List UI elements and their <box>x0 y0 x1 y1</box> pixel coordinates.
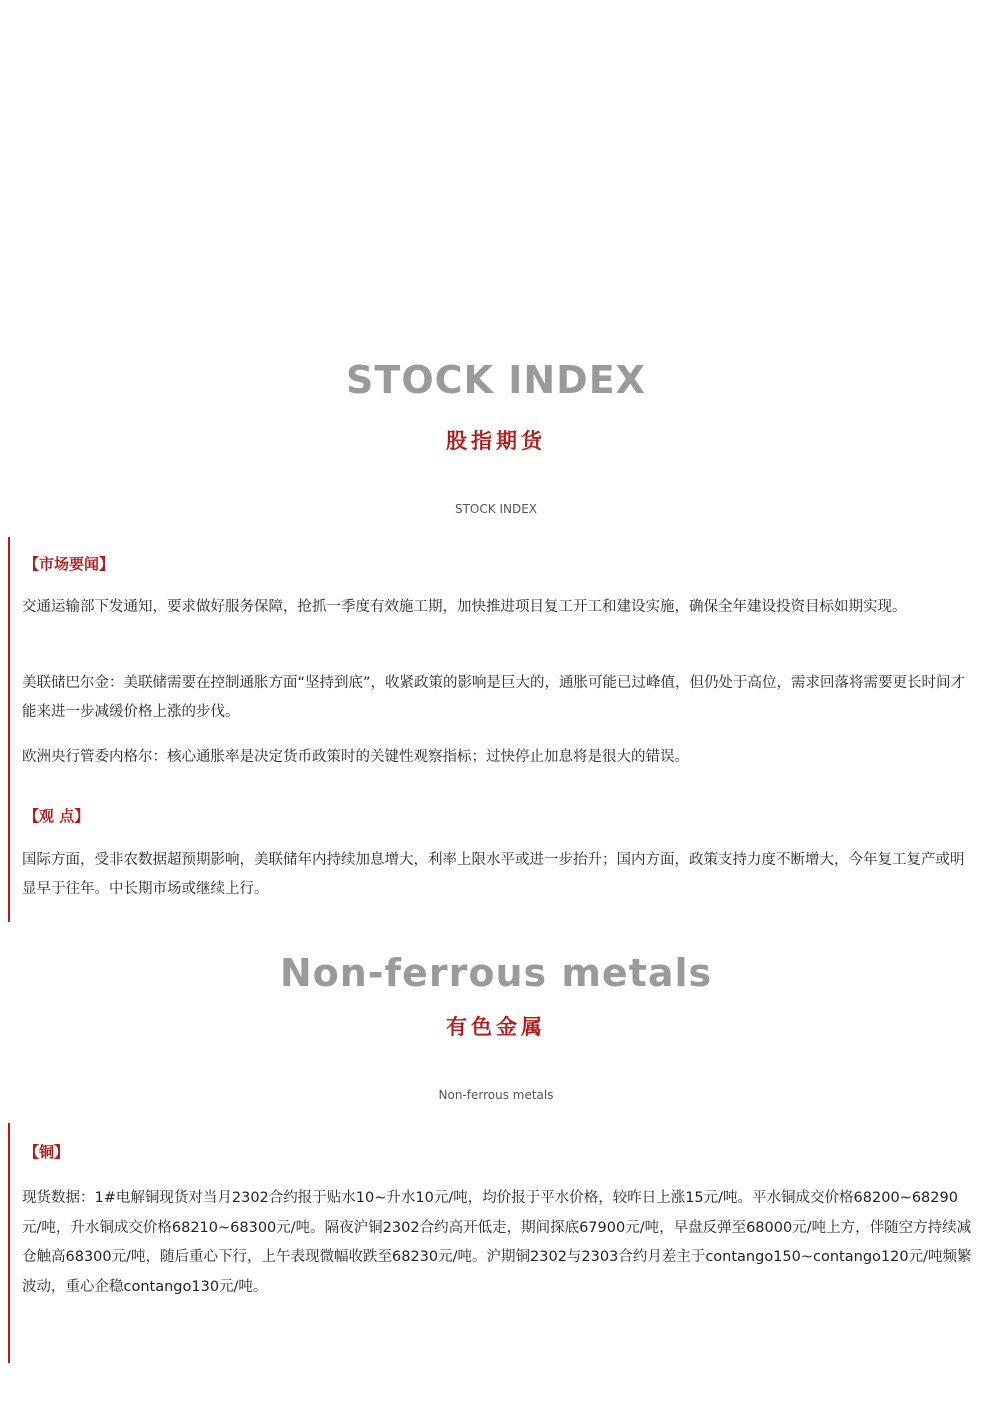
copper-paragraph: 现货数据：1#电解铜现货对当月2302合约报于贴水10~升水10元/吨，均价报于平水价格，较昨日上涨15元/吨。平水铜成交价格68200~68290元/吨，升水铜成交价格68210~68300元/吨。隔夜沪铜2302合约高开低走，期间探底67900元/吨，早盘反弹至68000元/吨上方，伴随空方持续减仓触高68300元/吨，随后重心下行，上午表现微幅收跌至68230元/吨。沪期铜2302与2303合约月差主于contango150~contango120元/吨频繁波动，重心企稳contango130元/吨。 <box>22 1190 972 1295</box>
news-paragraph-2: 美联储巴尔金：美联储需要在控制通胀方面“坚持到底”，收紧政策的影响是巨大的，通胀可能已过峰值，但仍处于高位，需求回落将需要更长时间才能来进一步减缓价格上涨的步伐。 <box>22 675 966 720</box>
metals-block <box>8 1123 974 1363</box>
news-heading: 【市场要闻】 <box>24 555 115 573</box>
news-paragraph-3: 欧洲央行管委内格尔：核心通胀率是决定货币政策时的关键性观察指标；过快停止加息将是很大的错误。 <box>22 749 689 765</box>
metals-title-cn: 有色金属 <box>446 1015 546 1039</box>
metals-title-en: Non-ferrous metals <box>279 951 713 995</box>
stock-index-block <box>8 537 974 922</box>
section-title-cn: 股指期货 <box>446 429 546 453</box>
metals-subtitle: Non-ferrous metals <box>438 1088 554 1102</box>
section-subtitle: STOCK INDEX <box>454 502 537 516</box>
view-heading: 【观 点】 <box>24 807 90 825</box>
section-title-en: STOCK INDEX <box>346 358 646 402</box>
copper-heading: 【铜】 <box>24 1143 70 1161</box>
news-paragraph-1: 交通运输部下发通知，要求做好服务保障，抢抓一季度有效施工期，加快推进项目复工开工和建设实施，确保全年建设投资目标如期实现。 <box>22 599 907 615</box>
view-paragraph: 国际方面，受非农数据超预期影响，美联储年内持续加息增大，利率上限水平或进一步抬升；国内方面，政策支持力度不断增大，今年复工复产或明显早于往年。中长期市场或继续上行。 <box>22 852 965 897</box>
